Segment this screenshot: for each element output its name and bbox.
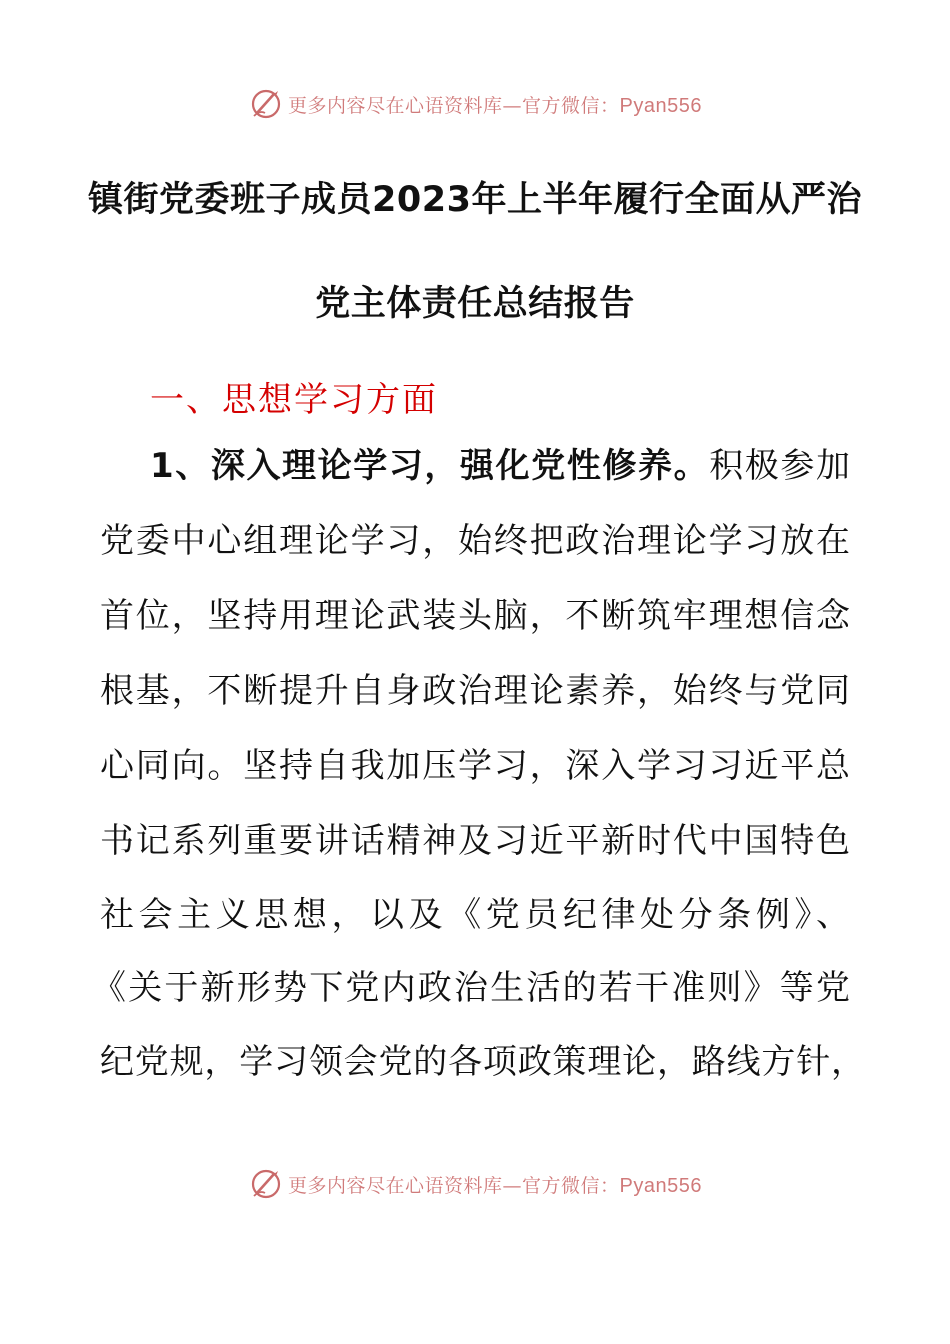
paragraph-line: 纪党规，学习领会党的各项政策理论，路线方针， bbox=[100, 1042, 865, 1082]
paragraph-line: 社会主义思想，以及《党员纪律处分条例》、 bbox=[100, 895, 850, 935]
paragraph-line: 根基，不断提升自身政治理论素养，始终与党同 bbox=[100, 671, 850, 711]
section-heading: 一、思想学习方面 bbox=[150, 380, 438, 420]
document-title-line-2: 党主体责任总结报告 bbox=[315, 284, 635, 324]
watermark-wechat-id: Pyan556 bbox=[619, 1174, 702, 1197]
paragraph-line: 党委中心组理论学习，始终把政治理论学习放在 bbox=[100, 521, 850, 561]
paragraph-text: 积极参加 bbox=[709, 446, 851, 486]
header-watermark bbox=[0, 82, 950, 126]
document-title-line-1: 镇街党委班子成员2023年上半年履行全面从严治 bbox=[88, 180, 862, 220]
pen-logo-icon bbox=[248, 86, 284, 122]
pen-logo-icon bbox=[248, 1166, 284, 1202]
paragraph-line: 《关于新形势下党内政治生活的若干准则》等党 bbox=[92, 968, 850, 1008]
watermark-text: 更多内容尽在心语资料库—官方微信：Pyan556 bbox=[288, 94, 702, 117]
footer-watermark bbox=[0, 1162, 950, 1206]
paragraph-line bbox=[150, 440, 850, 492]
paragraph-line: 首位，坚持用理论武装头脑，不断筑牢理想信念 bbox=[100, 596, 850, 636]
paragraph-line: 心同向。坚持自我加压学习，深入学习习近平总 bbox=[100, 746, 850, 786]
paragraph-line: 书记系列重要讲话精神及习近平新时代中国特色 bbox=[100, 821, 850, 861]
item-lead-text: 1、深入理论学习，强化党性修养。 bbox=[150, 446, 710, 486]
watermark-wechat-id: Pyan556 bbox=[619, 94, 702, 117]
watermark-text: 更多内容尽在心语资料库—官方微信：Pyan556 bbox=[288, 1174, 702, 1197]
